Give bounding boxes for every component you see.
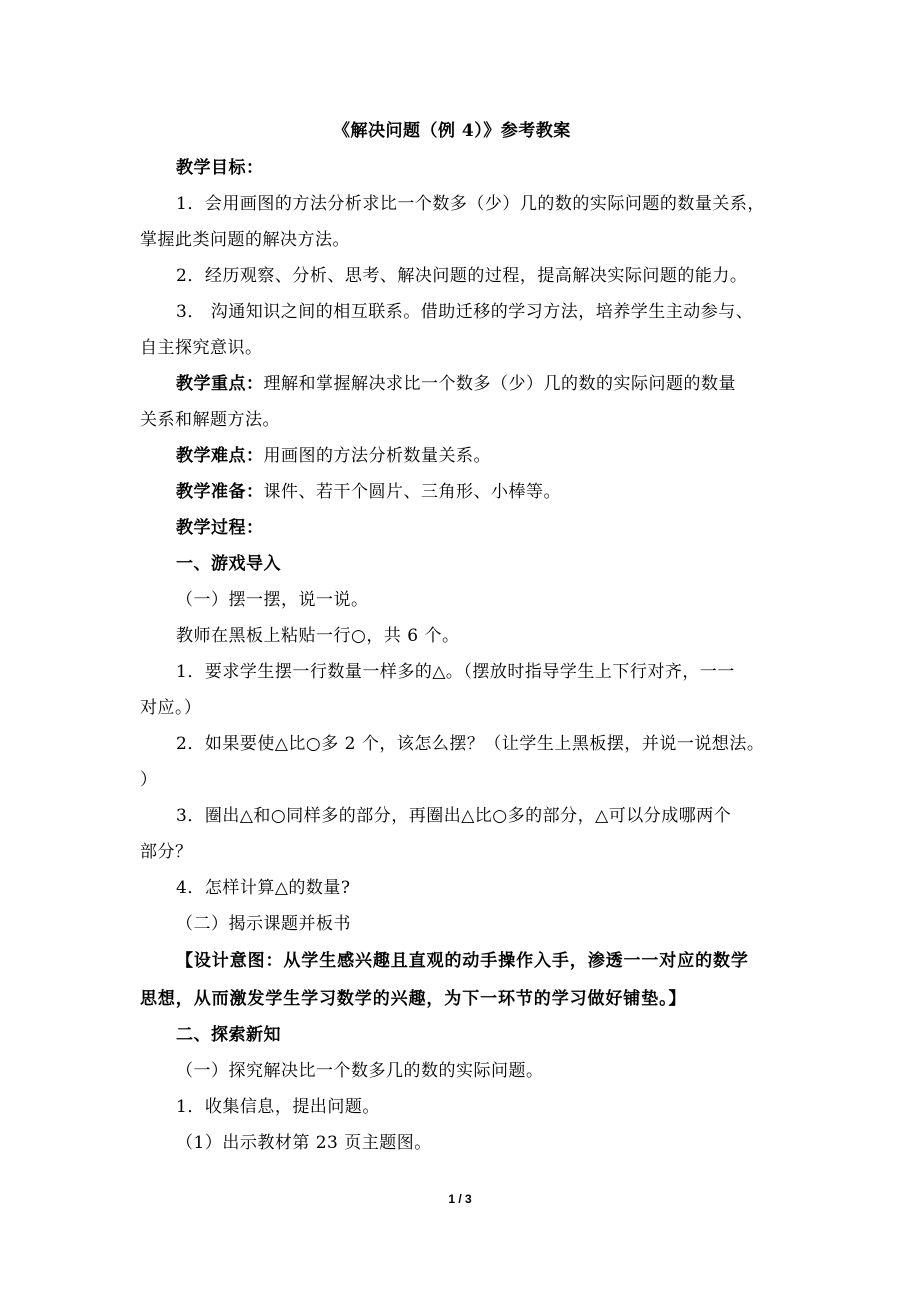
item-2-line-2: ） — [140, 770, 158, 790]
key-point-label: 教学重点： — [176, 374, 264, 394]
difficulty-text: 用画图的方法分析数量关系。 — [263, 446, 491, 466]
page-number: 1 / 3 — [448, 1192, 472, 1206]
item-2-line-1: 2．如果要使△比○多 2 个，该怎么摆？（让学生上黑板摆，并说一说想法。 — [176, 734, 765, 754]
goal-1-line-2: 掌握此类问题的解决方法。 — [140, 230, 350, 250]
key-point-line-1 — [176, 373, 736, 395]
key-point-line-2: 关系和解题方法。 — [140, 410, 280, 430]
preparation-text: 课件、若干个圆片、三角形、小棒等。 — [263, 482, 561, 502]
section-2-heading: 二、探索新知 — [176, 1025, 281, 1045]
item-3-line-2: 部分？ — [140, 842, 193, 862]
preparation-label: 教学准备： — [176, 482, 264, 502]
goal-1-line-1: 1．会用画图的方法分析求比一个数多（少）几的数的实际问题的数量关系， — [176, 194, 765, 214]
difficulty — [176, 445, 491, 467]
goal-2: 2．经历观察、分析、思考、解决问题的过程，提高解决实际问题的能力。 — [176, 266, 748, 286]
subsection-3: （一）探究解决比一个数多几的数的实际问题。 — [176, 1061, 544, 1081]
item-1-line-2: 对应。） — [140, 698, 202, 718]
goal-3-line-1: 3． 沟通知识之间的相互联系。借助迁移的学习方法，培养学生主动参与、 — [176, 302, 754, 322]
subsection-2: （二）揭示课题并板书 — [176, 914, 351, 934]
subsection-1: （一）摆一摆，说一说。 — [176, 590, 369, 610]
step-1-1: （1）出示教材第 23 页主题图。 — [176, 1133, 432, 1153]
design-intent-line-1: 【设计意图：从学生感兴趣且直观的动手操作入手，渗透一一对应的数学 — [176, 951, 749, 971]
paragraph-1: 教师在黑板上粘贴一行○，共 6 个。 — [176, 626, 460, 646]
document-title: 《解决问题（例 4）》参考教案 — [333, 121, 571, 141]
design-intent-line-2: 思想，从而激发学生学习数学的兴趣，为下一环节的学习做好铺垫。】 — [140, 989, 687, 1009]
item-1-line-1: 1．要求学生摆一行数量一样多的△。（摆放时指导学生上下行对齐，一一 — [176, 662, 735, 682]
key-point-text: 理解和掌握解决求比一个数多（少）几的数的实际问题的数量 — [263, 374, 736, 394]
process-heading: 教学过程： — [176, 518, 264, 538]
item-3-line-1: 3．圈出△和○同样多的部分，再圈出△比○多的部分，△可以分成哪两个 — [176, 806, 732, 826]
step-1: 1．收集信息，提出问题。 — [176, 1097, 380, 1117]
section-1-heading: 一、游戏导入 — [176, 554, 281, 574]
preparation — [176, 481, 561, 503]
item-4: 4．怎样计算△的数量? — [176, 878, 351, 898]
goal-3-line-2: 自主探究意识。 — [140, 338, 263, 358]
goals-heading: 教学目标： — [176, 158, 264, 178]
difficulty-label: 教学难点： — [176, 446, 264, 466]
